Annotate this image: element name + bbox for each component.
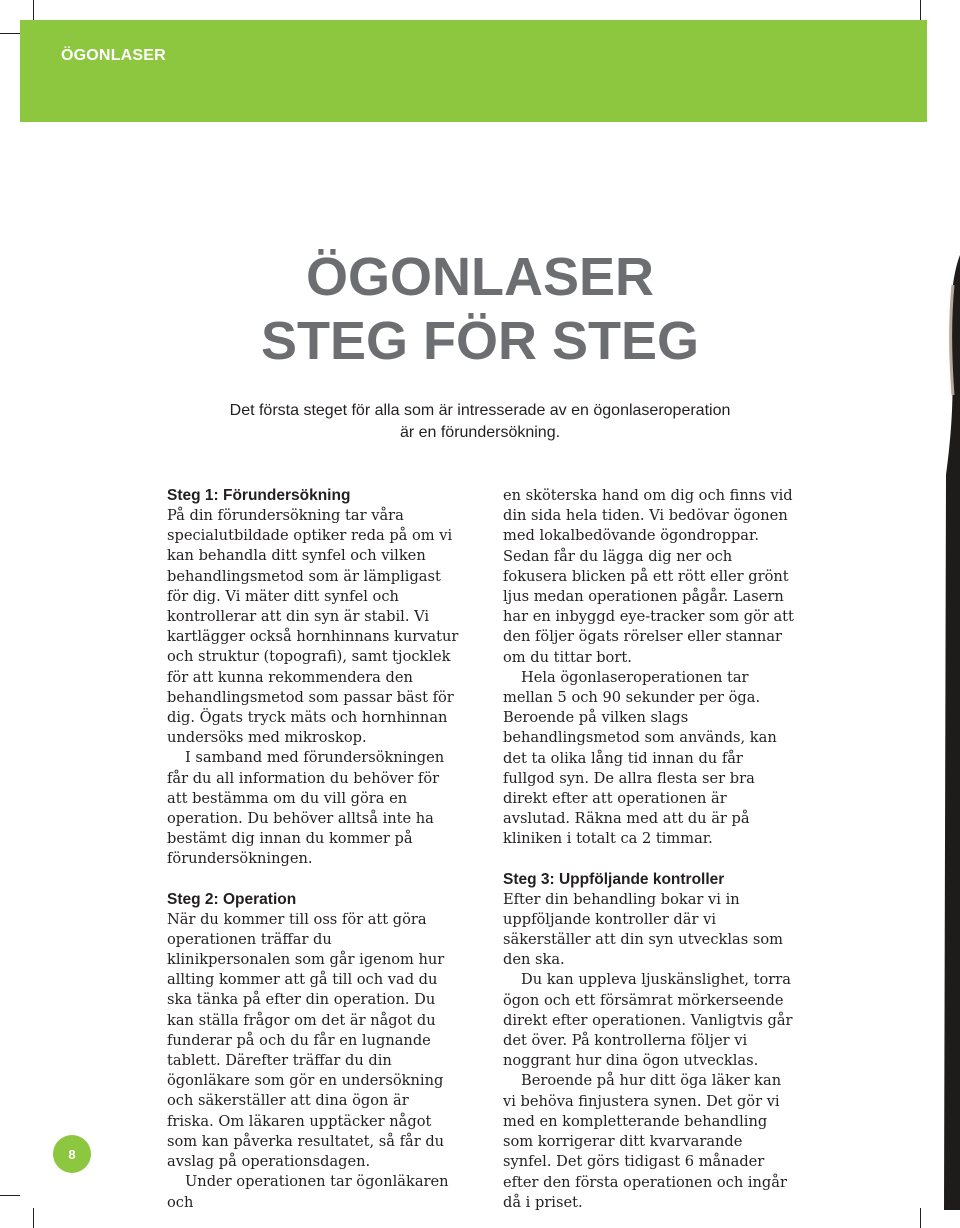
header-banner (20, 20, 927, 122)
crop-mark (33, 0, 34, 20)
photo-edge (940, 255, 960, 1210)
crop-mark (0, 33, 20, 34)
section-label: ÖGONLASER (61, 47, 166, 64)
step2-heading: Steg 2: Operation (167, 890, 297, 908)
step2-paragraph: Hela ögonlaseroperationen tar mellan 5 och 90 sekunder per öga. Beroende på vilken slags behandlingsmetod som används, kan det ta olika lång tid innan du får fullgod syn. De allra flesta ser bra direkt efter att operationen är avslutad. Räkna med att du är på kliniken i totalt ca 2 timmar. (503, 668, 777, 848)
step2-paragraph: Under operationen tar ögonläkaren och (167, 1173, 449, 1211)
intro-text (150, 400, 810, 444)
step2-paragraph: När du kommer till oss för att göra operationen träffar du klinikpersonalen som går igenom hur allting kommer att gå till och vad du ska tänka på efter din operation. Du kan ställa frågor om det är något du funderar på och du får en lugnande tablett. Därefter träffar du din ögonläkare som gör en undersökning och säkerställer att dina ögon är friska. Om läkaren upptäcker något som kan påverka resultatet, så får du avslag på operationsdagen. (167, 910, 445, 1171)
step2-paragraph: en sköterska hand om dig och finns vid din sida hela tiden. Vi bedövar ögonen med lokalbedövande ögondroppar. Sedan får du lägga dig ner och fokusera blicken på ett rött eller grönt ljus medan operationen pågår. Lasern har en inbyggd eye-tracker som gör att den följer ögats rörelser eller stannar om du tittar bort. (503, 487, 794, 666)
step3-paragraph: Du kan uppleva ljuskänslighet, torra ögon och ett försämrat mörkerseende direkt efter operationen. Vanligtvis går det över. På kontrollerna följer vi noggrant hur dina ögon utvecklas. (503, 971, 793, 1070)
step3-heading: Steg 3: Uppföljande kontroller (503, 870, 725, 888)
crop-mark (33, 1208, 34, 1228)
left-column (167, 486, 459, 1213)
step3-paragraph: Efter din behandling bokar vi in uppföljande kontroller där vi säkerställer att din syn utvecklas som den ska. (503, 890, 783, 969)
right-column (503, 486, 795, 1213)
crop-mark (920, 1208, 921, 1228)
page-title-line1: ÖGONLASER (305, 247, 655, 307)
step1-heading: Steg 1: Förundersökning (167, 487, 351, 504)
step3-paragraph: Beroende på hur ditt öga läker kan vi behöva finjustera synen. Det gör vi med en kompletterande behandling som korrigerar ditt kvarvarande synfel. Det görs tidigast 6 månader efter den första operationen och ingår då i priset. (503, 1072, 787, 1211)
page-number: 8 (68, 1146, 76, 1162)
page-title-line2: STEG FÖR STEG (260, 311, 700, 371)
page-number-badge (53, 1135, 91, 1173)
intro-line1: Det första steget för alla som är intresserade av en ögonlaseroperation (229, 402, 731, 419)
step1-paragraph: I samband med förundersökningen får du all information du behöver för att bestämma om du vill göra en operation. Du behöver alltså inte ha bestämt dig innan du kommer på förundersökningen. (167, 749, 445, 868)
crop-mark (920, 0, 921, 20)
step1-paragraph: På din förundersökning tar våra specialutbildade optiker reda på om vi kan behandla ditt synfel och vilken behandlingsmetod som är lämpligast för dig. Vi mäter ditt synfel och kontrollerar att din syn är stabil. Vi kartlägger också hornhinnans kurvatur och struktur (topografi), samt tjocklek för att kunna rekommendera den behandlingsmetod som passar bäst för dig. Ögats tryck mäts och hornhinnan undersöks med mikroskop. (167, 507, 459, 747)
intro-line2: är en förundersökning. (399, 424, 561, 441)
crop-mark (0, 1195, 20, 1196)
